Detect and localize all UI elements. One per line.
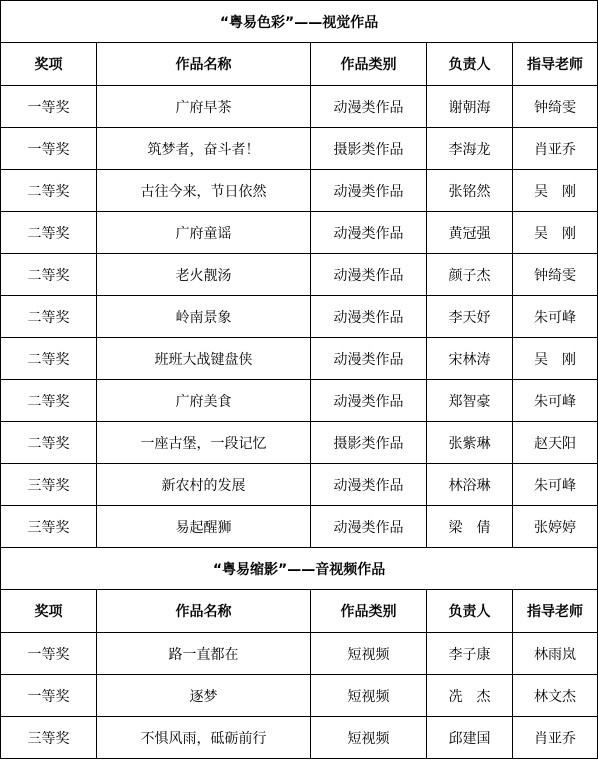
table-row — [1, 464, 598, 506]
cell-award: 一等奖 — [1, 128, 97, 170]
cell-award: 三等奖 — [1, 506, 97, 548]
cell-advisor: 钟绮雯 — [513, 86, 598, 128]
cell-category: 动漫类作品 — [311, 464, 427, 506]
table-row — [1, 506, 598, 548]
cell-advisor: 吴 刚 — [513, 212, 598, 254]
cell-leader: 黄冠强 — [427, 212, 513, 254]
cell-award: 三等奖 — [1, 717, 97, 759]
cell-leader: 邱建国 — [427, 717, 513, 759]
cell-award: 二等奖 — [1, 422, 97, 464]
cell-advisor: 林雨岚 — [513, 633, 598, 675]
section-title-row — [1, 1, 598, 43]
table-row — [1, 254, 598, 296]
cell-category: 动漫类作品 — [311, 212, 427, 254]
header-work-name: 作品名称 — [97, 590, 311, 633]
table-row — [1, 128, 598, 170]
cell-work-name: 一座古堡，一段记忆 — [97, 422, 311, 464]
cell-category: 动漫类作品 — [311, 254, 427, 296]
table-header-row — [1, 43, 598, 86]
cell-work-name: 广府童谣 — [97, 212, 311, 254]
header-leader: 负责人 — [427, 590, 513, 633]
table-row — [1, 338, 598, 380]
cell-award: 二等奖 — [1, 254, 97, 296]
cell-work-name: 易起醒狮 — [97, 506, 311, 548]
cell-category: 摄影类作品 — [311, 422, 427, 464]
cell-advisor: 朱可峰 — [513, 380, 598, 422]
cell-work-name: 筑梦者，奋斗者！ — [97, 128, 311, 170]
cell-award: 一等奖 — [1, 675, 97, 717]
section-title-row — [1, 548, 598, 590]
cell-category: 动漫类作品 — [311, 296, 427, 338]
cell-category: 动漫类作品 — [311, 170, 427, 212]
table-row — [1, 170, 598, 212]
cell-leader: 林浴琳 — [427, 464, 513, 506]
cell-work-name: 不惧风雨，砥砺前行 — [97, 717, 311, 759]
cell-award: 二等奖 — [1, 296, 97, 338]
cell-category: 动漫类作品 — [311, 380, 427, 422]
header-advisor: 指导老师 — [513, 43, 598, 86]
cell-work-name: 广府早茶 — [97, 86, 311, 128]
cell-advisor: 吴 刚 — [513, 338, 598, 380]
cell-category: 短视频 — [311, 633, 427, 675]
cell-work-name: 老火靓汤 — [97, 254, 311, 296]
cell-advisor: 张婷婷 — [513, 506, 598, 548]
cell-leader: 李子康 — [427, 633, 513, 675]
cell-category: 动漫类作品 — [311, 506, 427, 548]
table-row — [1, 296, 598, 338]
table-row — [1, 717, 598, 759]
header-category: 作品类别 — [311, 590, 427, 633]
cell-category: 短视频 — [311, 675, 427, 717]
cell-category: 动漫类作品 — [311, 86, 427, 128]
table-row — [1, 380, 598, 422]
table-row — [1, 212, 598, 254]
cell-leader: 宋林涛 — [427, 338, 513, 380]
cell-leader: 梁 倩 — [427, 506, 513, 548]
cell-leader: 李天妤 — [427, 296, 513, 338]
cell-leader: 冼 杰 — [427, 675, 513, 717]
cell-work-name: 古往今来，节日依然 — [97, 170, 311, 212]
section-title: “粤易缩影”——音视频作品 — [1, 548, 598, 590]
cell-category: 短视频 — [311, 717, 427, 759]
section-title: “粤易色彩”——视觉作品 — [1, 1, 598, 43]
cell-award: 二等奖 — [1, 212, 97, 254]
cell-work-name: 新农村的发展 — [97, 464, 311, 506]
header-advisor: 指导老师 — [513, 590, 598, 633]
cell-leader: 张铭然 — [427, 170, 513, 212]
cell-leader: 李海龙 — [427, 128, 513, 170]
cell-award: 二等奖 — [1, 170, 97, 212]
cell-category: 动漫类作品 — [311, 338, 427, 380]
header-award: 奖项 — [1, 590, 97, 633]
cell-leader: 郑智豪 — [427, 380, 513, 422]
cell-advisor: 钟绮雯 — [513, 254, 598, 296]
table-row — [1, 633, 598, 675]
table-row — [1, 422, 598, 464]
header-work-name: 作品名称 — [97, 43, 311, 86]
table-row — [1, 675, 598, 717]
cell-advisor: 吴 刚 — [513, 170, 598, 212]
cell-work-name: 岭南景象 — [97, 296, 311, 338]
header-category: 作品类别 — [311, 43, 427, 86]
header-award: 奖项 — [1, 43, 97, 86]
cell-advisor: 林文杰 — [513, 675, 598, 717]
table-row — [1, 86, 598, 128]
cell-work-name: 班班大战键盘侠 — [97, 338, 311, 380]
cell-award: 二等奖 — [1, 338, 97, 380]
cell-advisor: 朱可峰 — [513, 296, 598, 338]
cell-advisor: 肖亚乔 — [513, 717, 598, 759]
cell-award: 三等奖 — [1, 464, 97, 506]
cell-work-name: 逐梦 — [97, 675, 311, 717]
cell-category: 摄影类作品 — [311, 128, 427, 170]
cell-advisor: 赵天阳 — [513, 422, 598, 464]
cell-leader: 谢朝海 — [427, 86, 513, 128]
cell-award: 一等奖 — [1, 633, 97, 675]
cell-advisor: 肖亚乔 — [513, 128, 598, 170]
cell-advisor: 朱可峰 — [513, 464, 598, 506]
cell-leader: 张紫琳 — [427, 422, 513, 464]
cell-work-name: 广府美食 — [97, 380, 311, 422]
table-header-row — [1, 590, 598, 633]
cell-work-name: 路一直都在 — [97, 633, 311, 675]
cell-award: 二等奖 — [1, 380, 97, 422]
cell-award: 一等奖 — [1, 86, 97, 128]
header-leader: 负责人 — [427, 43, 513, 86]
cell-leader: 颜子杰 — [427, 254, 513, 296]
